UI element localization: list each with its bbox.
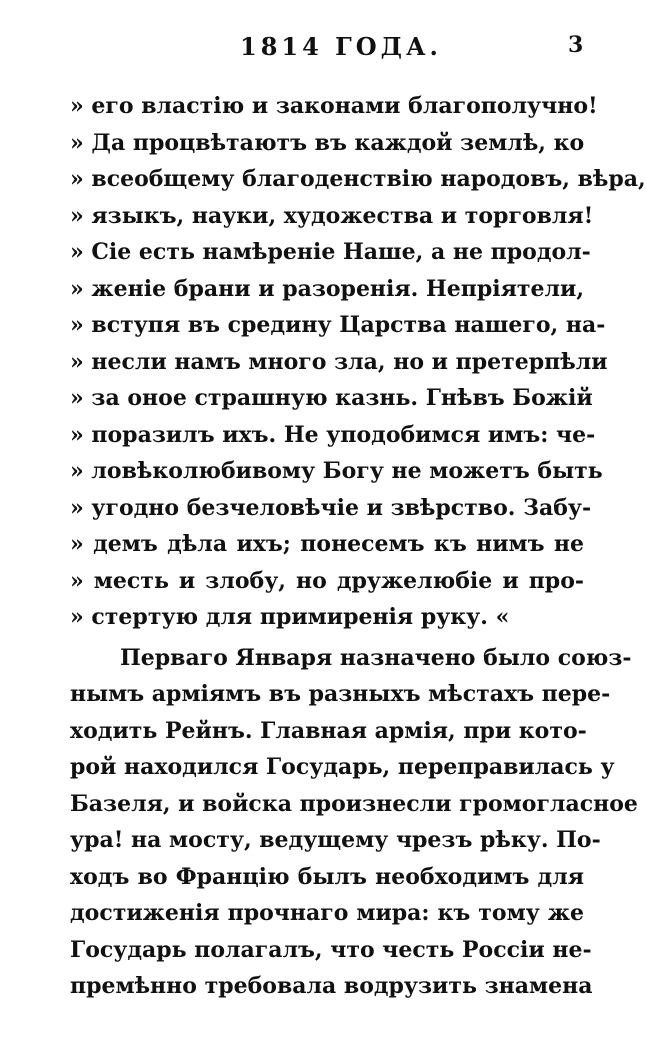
- quoted-paragraph: [70, 88, 646, 636]
- text-line: » угодно безчеловѣчіе и звѣрство. Забу-: [70, 494, 592, 521]
- running-title: 1814 ГОДА.: [240, 32, 442, 61]
- text-line: Базеля, и войска произнесли громогласное: [70, 790, 638, 817]
- text-line: достиженія прочнаго мира: къ тому же: [70, 900, 584, 926]
- text-line: премѣнно требовала водрузить знамена: [70, 973, 593, 999]
- text-line: » несли намъ много зла, но и претерпѣли: [70, 348, 608, 375]
- text-line: » вступя въ средину Царства нашего, на-: [70, 312, 606, 338]
- text-line: ура! на мосту, ведущему чрезъ рѣку. По-: [70, 827, 601, 853]
- text-line: » его властію и законами благополучно!: [70, 93, 598, 119]
- text-line: » поразилъ ихъ. Не уподобимся имъ: че-: [70, 421, 596, 448]
- text-line: рой находился Государь, переправилась у: [70, 754, 615, 780]
- text-line: » месть и злобу, но дружелюбіе и про-: [70, 567, 584, 594]
- text-line: нымъ арміямъ въ разныхъ мѣстахъ пере-: [70, 681, 611, 707]
- text-line: » ловѣколюбивому Богу не можетъ быть: [70, 458, 603, 484]
- text-line: » стертую для примиренія руку. «: [70, 604, 510, 630]
- text-line: ходить Рейнъ. Главная армія, при кото-: [70, 717, 587, 744]
- text-line: Перваго Января назначено было союз-: [120, 644, 632, 671]
- body-text: [70, 88, 646, 1005]
- text-line: » за оное страшную казнь. Гнѣвъ Божій: [70, 385, 593, 411]
- text-line: » Да процвѣтаютъ въ каждой землѣ, ко: [70, 129, 585, 156]
- text-line: Государь полагалъ, что честь Россіи не-: [70, 936, 592, 963]
- running-head: [0, 30, 639, 60]
- text-line: » языкъ, науки, художества и торговля!: [70, 202, 594, 229]
- text-line: » Сіе есть намѣреніе Наше, а не продол-: [70, 239, 591, 265]
- text-line: » всеобщему благоденствію народовъ, вѣра,: [70, 166, 646, 192]
- narrative-paragraph: [70, 640, 638, 1005]
- text-line: ходъ во Францію былъ необходимъ для: [70, 863, 584, 890]
- text-line: » демъ дѣла ихъ; понесемъ къ нимъ не: [70, 531, 584, 557]
- page-number: 3: [568, 32, 584, 58]
- text-line: » женіе брани и разоренія. Непріятели,: [70, 275, 584, 302]
